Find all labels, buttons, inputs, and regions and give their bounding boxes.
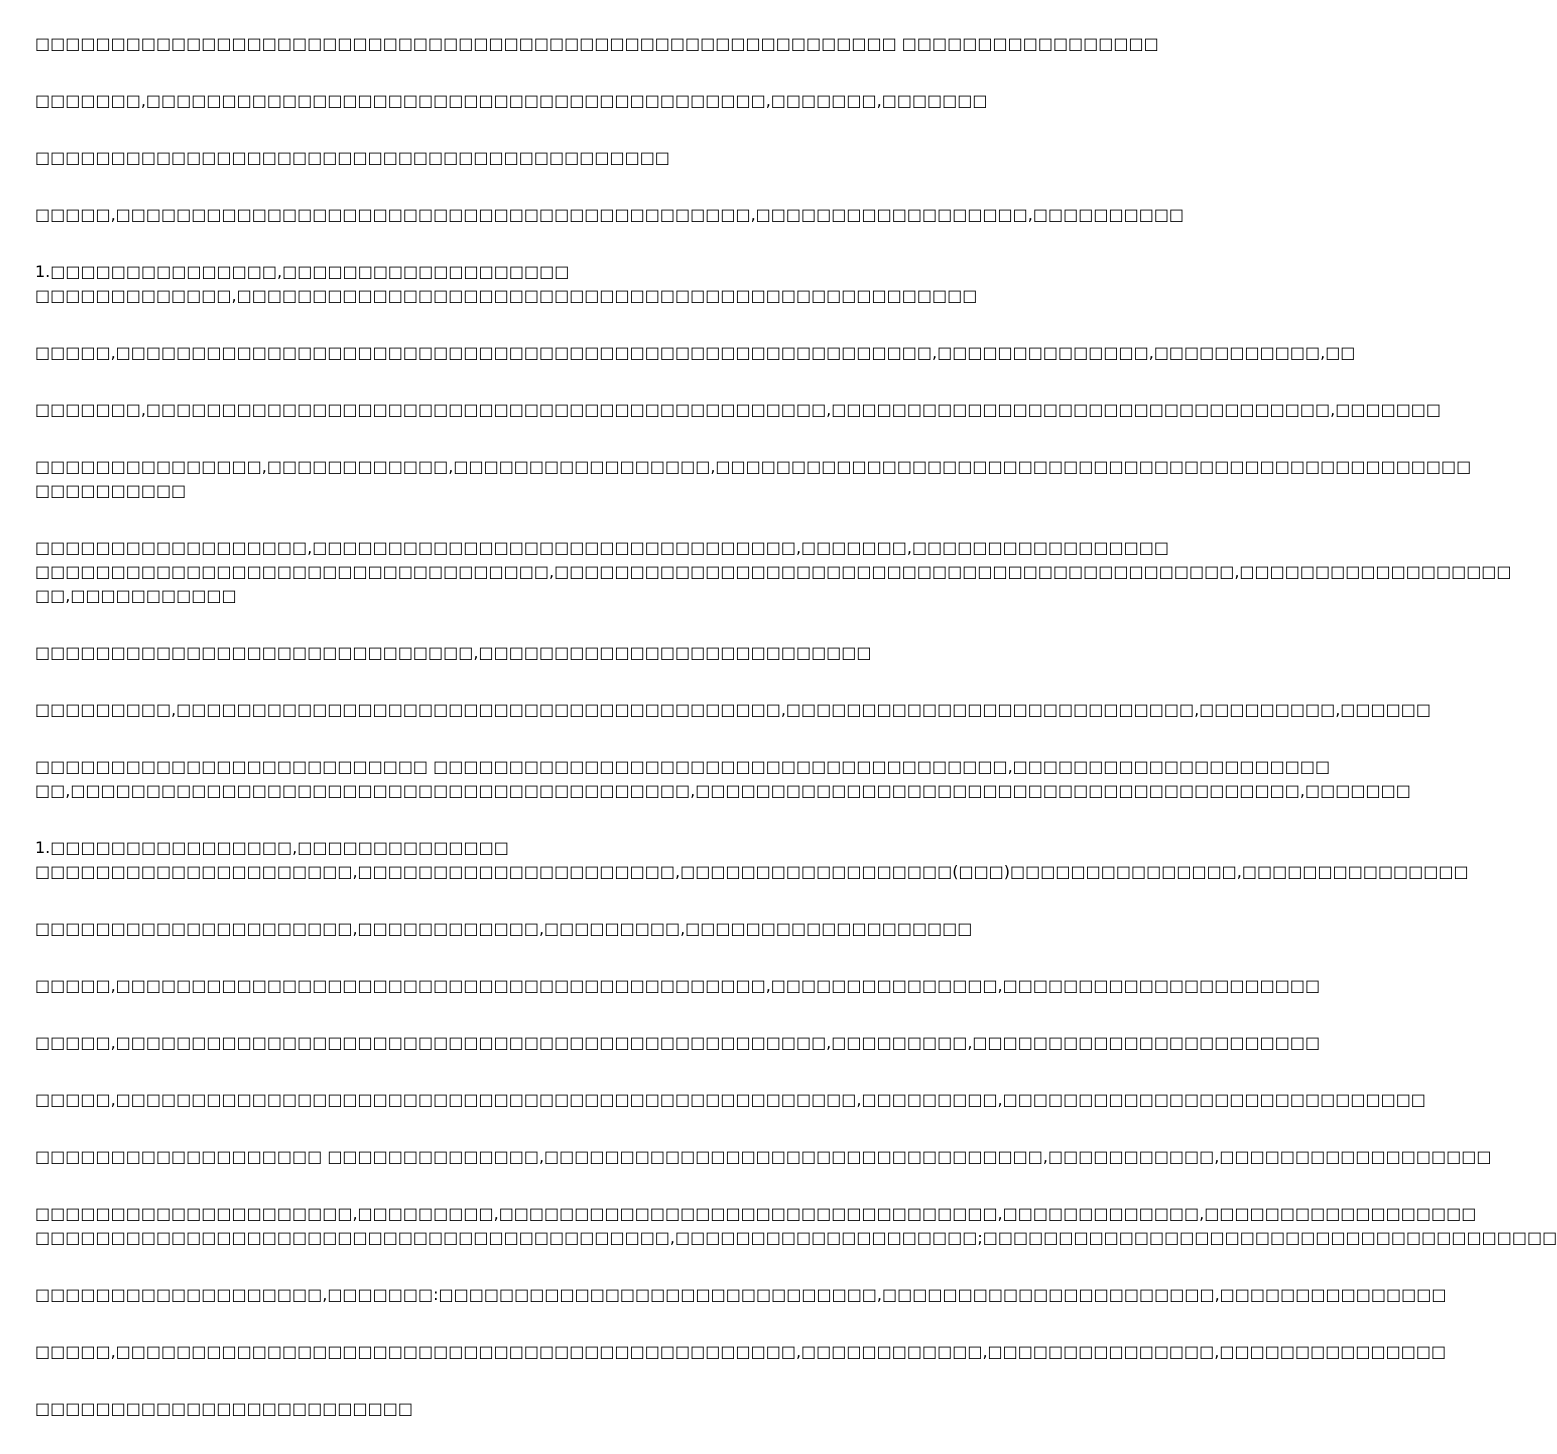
text-line: □□□□□□□□□□□□□,□□□□□□□□□□□□□□□□□□□□□□□□□□□□□□□□□□□□□□□□□□□□□□□□□	[35, 286, 978, 305]
paragraph	[35, 89, 990, 113]
text-line: □□□□□□□□□□□□□□□,□□□□□□□□□□□□,□□□□□□□□□□□□□□□□□,□□□□□□□□□□□□□□□□□□□□□□□□□□□□□□□□□□□□□□□□□□□□□□□□□□	[35, 457, 1472, 476]
text-line: □□□□□□□□□□□□□□□□□□□□□□□□□□□□□□□□□□□□□□□□□□,□□□□□□□□□□□□□□□□□□□□;□□□□□□□□□□□□□□□□□□□□□□□□□□□□□□□□□□□□□□	[35, 1228, 1557, 1247]
paragraph	[35, 455, 1472, 503]
paragraph	[35, 917, 990, 941]
paragraph	[35, 146, 990, 170]
paragraph	[35, 341, 1356, 365]
text-line: □□□□□,□□□□□□□□□□□□□□□□□□□□□□□□□□□□□□□□□□□□□□□□□□□□□□□,□□□□□□□□□,□□□□□□□□□□□□□□□□□□□□□□□	[35, 1033, 1321, 1052]
text-line: □□□□□□□□□□□□□□□□□□□ □□□□□□□□□□□□□□,□□□□□□□□□□□□□□□□□□□□□□□□□□□□□□□□□,□□□□□□□□□□□,□□□□□□□□□□□□□□□□□□	[35, 1147, 1492, 1166]
paragraph	[35, 398, 1442, 422]
paragraph	[35, 1283, 1447, 1307]
document-body	[35, 32, 1557, 1454]
paragraph	[35, 1031, 1321, 1055]
text-line: □□□□□,□□□□□□□□□□□□□□□□□□□□□□□□□□□□□□□□□□□□□□□□□□□□□,□□□□□□□□□□□□,□□□□□□□□□□□□□□□,□□□□□□□□□□□□□□□	[35, 1342, 1447, 1361]
text-line: □□□□□□□□□□□□□□□□□□□□□,□□□□□□□□□□□□□□□□□□□□□,□□□□□□□□□□□□□□□□□□(□□□)□□□□□□□□□□□□□□□,□□□□□□□□□□□□□□□	[35, 862, 1469, 881]
text-line: □□□□□□□□□□□□□□□□□□□□□□□□□□□□□,□□□□□□□□□□□□□□□□□□□□□□□□□□	[35, 643, 872, 662]
paragraph	[35, 836, 1469, 884]
paragraph	[35, 203, 1185, 227]
text-line: □□,□□□□□□□□□□□□□□□□□□□□□□□□□□□□□□□□□□□□□□□□□,□□□□□□□□□□□□□□□□□□□□□□□□□□□□□□□□□□□□□□□□,□□□□□□□	[35, 781, 1411, 800]
text-line: □□□□□□□□□□□□□□□□□□□,□□□□□□□:□□□□□□□□□□□□□□□□□□□□□□□□□□□□□,□□□□□□□□□□□□□□□□□□□□□□,□□□□□□□□□□□□□□□	[35, 1285, 1447, 1304]
text-line: □□□□□□□□□□□□□□□□□□□□□□□□□□□□□□□□□□□□□□□□□□	[35, 148, 670, 167]
paragraph	[35, 1145, 1492, 1169]
text-line: 1.□□□□□□□□□□□□□□□,□□□□□□□□□□□□□□□□□□□	[35, 262, 570, 281]
paragraph	[35, 1088, 1426, 1112]
paragraph	[35, 641, 990, 665]
text-line: □□□□□,□□□□□□□□□□□□□□□□□□□□□□□□□□□□□□□□□□□□□□□□□□□,□□□□□□□□□□□□□□□,□□□□□□□□□□□□□□□□□□□□□	[35, 976, 1321, 995]
paragraph	[35, 698, 1432, 722]
text-line: □□□□□□□□□□□□□□□□□□□□□□□□□□□□□□□□□□□□□□□□□□□□□□□□□□□□□□□□□ □□□□□□□□□□□□□□□□□	[35, 34, 1159, 53]
text-line: □□□□□□□□□,□□□□□□□□□□□□□□□□□□□□□□□□□□□□□□□□□□□□□□□□,□□□□□□□□□□□□□□□□□□□□□□□□□□□,□□□□□□□□□,□□□□□□	[35, 700, 1432, 719]
paragraph	[35, 755, 1411, 803]
paragraph	[35, 260, 990, 308]
paragraph	[35, 536, 1512, 608]
paragraph	[35, 1397, 990, 1421]
text-line: □□□□□,□□□□□□□□□□□□□□□□□□□□□□□□□□□□□□□□□□□□□□□□□□□□□□□□□□□□□□,□□□□□□□□□□□□□□,□□□□□□□□□□□,□□	[35, 343, 1356, 362]
text-line: □□□□□□□□□□□□□□□□□□□□□,□□□□□□□□□,□□□□□□□□□□□□□□□□□□□□□□□□□□□□□□□□□,□□□□□□□□□□□□□,□□□□□□□□□□□□□□□□□□	[35, 1204, 1477, 1223]
text-line: □□□□□□□□□□	[35, 481, 187, 500]
text-line: □□□□□□□□□□□□□□□□□□□□□□□□□	[35, 1399, 413, 1418]
text-line: □□□□□□□□□□□□□□□□□□□□□,□□□□□□□□□□□□,□□□□□□□□□,□□□□□□□□□□□□□□□□□□□	[35, 919, 973, 938]
paragraph	[35, 1340, 1447, 1364]
text-line: 1.□□□□□□□□□□□□□□□□,□□□□□□□□□□□□□□	[35, 838, 509, 857]
text-line: □□□□□□□,□□□□□□□□□□□□□□□□□□□□□□□□□□□□□□□□□□□□□□□□□,□□□□□□□,□□□□□□□	[35, 91, 988, 110]
text-line: □□□□□,□□□□□□□□□□□□□□□□□□□□□□□□□□□□□□□□□□□□□□□□□□□□□□□□□,□□□□□□□□□,□□□□□□□□□□□□□□□□□□□□□□□□□□□□	[35, 1090, 1426, 1109]
paragraph	[35, 1202, 1557, 1250]
paragraph	[35, 974, 1321, 998]
paragraph	[35, 32, 1159, 56]
text-line: □□□□□□□□□□□□□□□□□□□□□□□□□□□□□□□□□□,□□□□□□□□□□□□□□□□□□□□□□□□□□□□□□□□□□□□□□□□□□□□□,□□□□□□□□□□□□□□□□□□	[35, 562, 1512, 581]
text-line: □□□□□□□□□□□□□□□□□□□□□□□□□□ □□□□□□□□□□□□□□□□□□□□□□□□□□□□□□□□□□□□□□,□□□□□□□□□□□□□□□□□□□□□	[35, 757, 1331, 776]
text-line: □□□□□,□□□□□□□□□□□□□□□□□□□□□□□□□□□□□□□□□□□□□□□□□□,□□□□□□□□□□□□□□□□□□,□□□□□□□□□□	[35, 205, 1185, 224]
text-line: □□□□□□□,□□□□□□□□□□□□□□□□□□□□□□□□□□□□□□□□□□□□□□□□□□□□□,□□□□□□□□□□□□□□□□□□□□□□□□□□□□□□□□□,□□□□□□□	[35, 400, 1442, 419]
text-line: □□□□□□□□□□□□□□□□□□,□□□□□□□□□□□□□□□□□□□□□□□□□□□□□□□□,□□□□□□□,□□□□□□□□□□□□□□□□□	[35, 538, 1169, 557]
text-line: □□,□□□□□□□□□□□	[35, 586, 237, 605]
